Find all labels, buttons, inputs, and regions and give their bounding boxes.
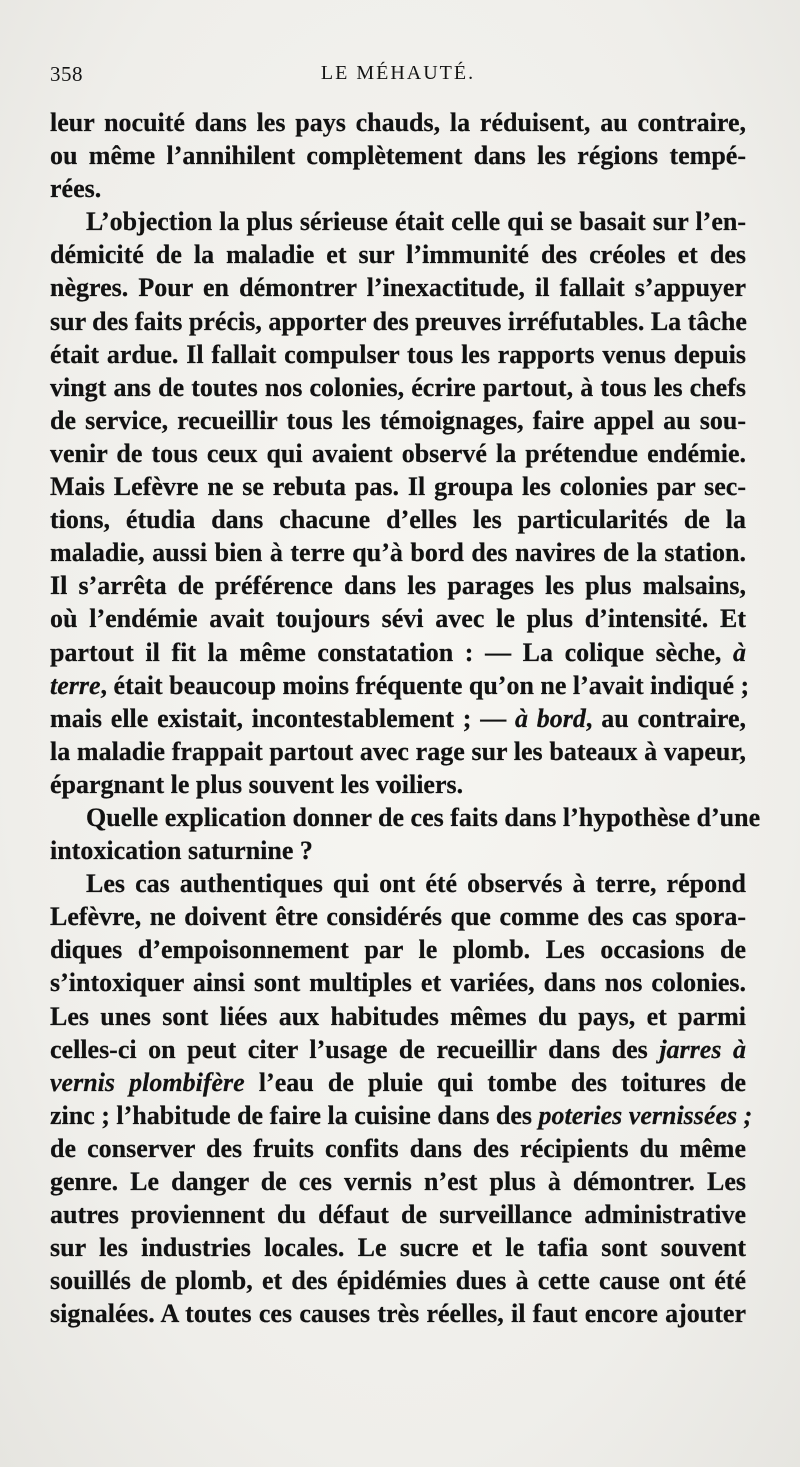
text-segment: venir de tous ceux qui avaient observé la prétendue endémie. [50,438,746,468]
text-line [50,205,746,238]
text-segment: nègres. Pour en démontrer l’inexactitude, il fallait s’appuyer [50,273,746,303]
italic-text: jarres à [659,1034,746,1064]
text-segment: tions, étudia dans chacune d’elles les particularités de la [50,505,746,535]
text-segment: diques d’empoisonnement par le plomb. Les occasions de [50,935,746,965]
text-line [50,470,746,503]
text-segment: leur nocuité dans les pays chauds, la réduisent, au contraire, [50,108,746,137]
text-segment: mais elle existait, incontestablement ; — [50,703,516,733]
text-segment: L’objection la plus sérieuse était celle qui se basait sur l’en- [86,207,746,237]
text-segment: démicité de la maladie et sur l’immunité des créoles et des [50,240,746,270]
text-segment: sur des faits précis, apporter des preuves irréfutables. La tâche [50,306,747,336]
text-line [50,735,746,768]
text-line [50,338,746,371]
text-segment: ou même l’annihilent complètement dans les régions tempé- [50,141,746,171]
text-segment: Mais Lefèvre ne se rebuta pas. Il groupa les colonies par sec- [50,472,746,502]
running-title: LE MÉHAUTÉ. [320,62,476,84]
text-line [50,636,746,669]
text-segment: était ardue. Il fallait compulser tous les rapports venus depuis [50,339,746,369]
text-line [50,371,746,404]
text-segment: vingt ans de toutes nos colonies, écrire partout, à tous les chefs [50,372,746,402]
text-segment: partout il fit la même constatation : — La colique sèche, [50,637,733,667]
text-line [50,1066,746,1099]
text-line [50,867,746,900]
text-segment: Lefèvre, ne doivent être considérés que comme des cas spora- [50,902,746,932]
text-line [50,569,746,602]
text-segment: où l’endémie avait toujours sévi avec le plus d’intensité. Et [50,604,746,634]
text-line [50,1231,746,1264]
text-segment: la maladie frappait partout avec rage sur les bateaux à vapeur, [50,736,746,766]
text-segment: signalées. A toutes ces causes très réelles, il faut encore ajouter [50,1299,746,1329]
text-segment: , était beaucoup moins fréquente qu’on ne l’avait indiqué ; [100,670,750,700]
text-segment: autres proviennent du défaut de surveillance administrative [50,1200,746,1230]
text-line [50,536,746,569]
text-segment: l’eau de pluie qui tombe des toitures de [244,1067,746,1097]
text-segment: maladie, aussi bien à terre qu’à bord des navires de la station. [50,538,746,568]
text-line [50,801,761,834]
page-number: 358 [50,62,83,86]
text-line [50,669,750,702]
italic-text: vernis plombifère [50,1067,245,1097]
text-line [50,1264,746,1297]
body-text [50,106,761,1330]
text-segment: de conserver des fruits confits dans des récipients du même [50,1133,746,1163]
text-line [50,271,746,304]
text-segment: Les unes sont liées aux habitudes mêmes du pays, et parmi [50,1001,746,1031]
text-line [50,933,746,966]
text-line [50,1033,746,1066]
text-segment: celles-ci on peut citer l’usage de recueillir dans des [50,1034,660,1064]
text-line [50,238,746,271]
text-segment: rées. [50,174,102,204]
text-line [50,1132,746,1165]
italic-text: terre [50,670,101,700]
text-line [50,966,746,999]
text-line [50,900,746,933]
text-line [50,437,746,470]
text-line [50,404,746,437]
text-line [50,503,746,536]
text-segment: genre. Le danger de ces vernis n’est plus à démontrer. Les [50,1167,746,1196]
text-segment: Quelle explication donner de ces faits dans l’hypothèse d’une [86,802,761,832]
text-segment: de service, recueillir tous les témoignages, faire appel au sou- [50,405,746,435]
text-line [50,139,746,172]
text-line [50,768,746,801]
text-segment: Les cas authentiques qui ont été observés à terre, répond [86,869,746,899]
text-line [50,602,746,635]
text-line [50,702,746,735]
page-header [50,62,746,92]
text-segment: intoxication saturnine ? [50,836,313,866]
text-segment: souillés de plomb, et des épidémies dues à cette cause ont été [50,1266,746,1296]
text-segment: Il s’arrêta de préférence dans les parages les plus malsains, [50,571,746,601]
text-line [50,305,746,338]
text-segment: zinc ; l’habitude de faire la cuisine dans des [50,1100,539,1130]
text-line [50,106,746,139]
text-segment: s’intoxiquer ainsi sont multiples et variées, dans nos colonies. [50,968,746,998]
text-line [50,1099,753,1132]
text-line [50,1297,746,1330]
text-line [50,172,746,205]
italic-text: à bord [515,703,586,733]
text-line [50,834,746,867]
text-line [50,1165,746,1198]
text-segment: , au contraire, [585,703,746,733]
italic-text: poteries vernissées ; [538,1100,753,1130]
text-segment: sur les industries locales. Le sucre et le tafia sont souvent [50,1233,746,1263]
italic-text: à [733,637,746,667]
text-line [50,1000,746,1033]
text-segment: épargnant le plus souvent les voiliers. [50,769,464,799]
text-line [50,1198,746,1231]
